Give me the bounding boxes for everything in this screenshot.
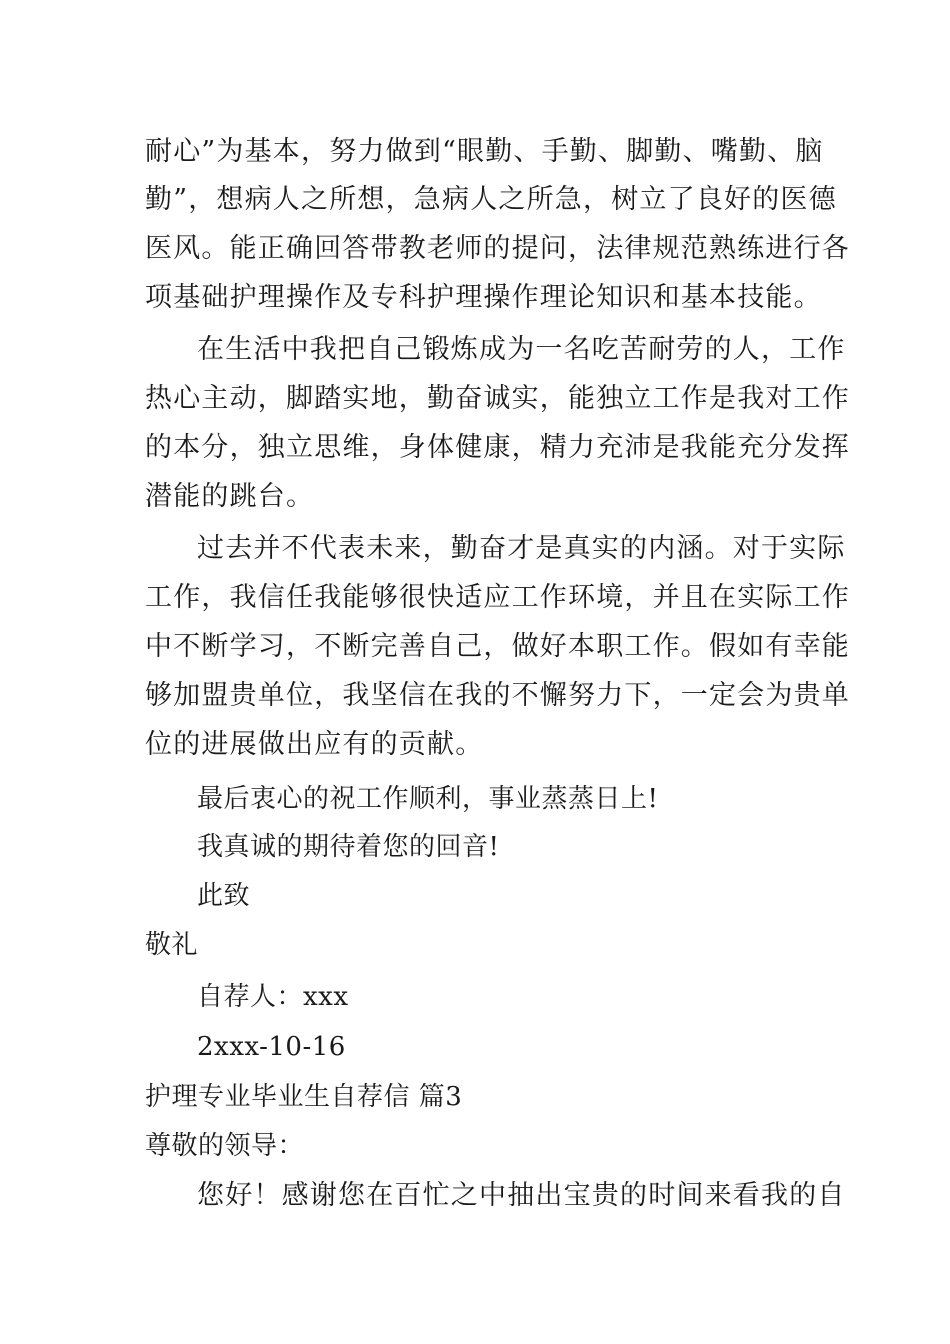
signer: 自荐人：xxx — [197, 982, 349, 1012]
paragraph-1-line-1: 耐心”为基本，努力做到“眼勤、手勤、脚勤、嘴勤、脑 — [145, 136, 824, 167]
paragraph-1-line-2: 勤”，想病人之所想，急病人之所急，树立了良好的医德 — [145, 184, 837, 215]
paragraph-3-line-5: 位的进展做出应有的贡献。 — [145, 729, 484, 760]
paragraph-2-line-4: 潜能的跳台。 — [145, 481, 315, 512]
salutation-regards: 敬礼 — [145, 930, 199, 960]
paragraph-1-line-3: 医风。能正确回答带教老师的提问，法律规范熟练进行各 — [145, 233, 850, 264]
paragraph-1-line-4: 项基础护理操作及专科护理操作理论知识和基本技能。 — [145, 282, 822, 313]
paragraph-3-line-1: 过去并不代表未来，勤奋才是真实的内涵。对于实际 — [197, 533, 846, 564]
paragraph-2-line-1: 在生活中我把自己锻炼成为一名吃苦耐劳的人，工作 — [197, 334, 846, 365]
paragraph-2-line-3: 的本分，独立思维，身体健康，精力充沛是我能充分发挥 — [145, 432, 850, 463]
salutation-respectfully: 此致 — [197, 881, 251, 911]
closing-wish: 最后衷心的祝工作顺利，事业蒸蒸日上! — [197, 784, 659, 814]
paragraph-3-line-2: 工作，我信任我能够很快适应工作环境，并且在实际工作 — [145, 582, 850, 613]
letter-date: 2xxx-10-16 — [197, 1032, 346, 1062]
closing-hope: 我真诚的期待着您的回音! — [197, 832, 500, 862]
opening-line: 您好！感谢您在百忙之中抽出宝贵的时间来看我的自 — [197, 1180, 846, 1211]
paragraph-3-line-3: 中不断学习，不断完善自己，做好本职工作。假如有幸能 — [145, 631, 850, 662]
paragraph-3-line-4: 够加盟贵单位，我坚信在我的不懈努力下，一定会为贵单 — [145, 680, 850, 711]
greeting: 尊敬的领导： — [145, 1131, 305, 1161]
section-title: 护理专业毕业生自荐信 篇3 — [145, 1082, 463, 1112]
paragraph-2-line-2: 热心主动，脚踏实地，勤奋诚实，能独立工作是我对工作 — [145, 383, 850, 414]
